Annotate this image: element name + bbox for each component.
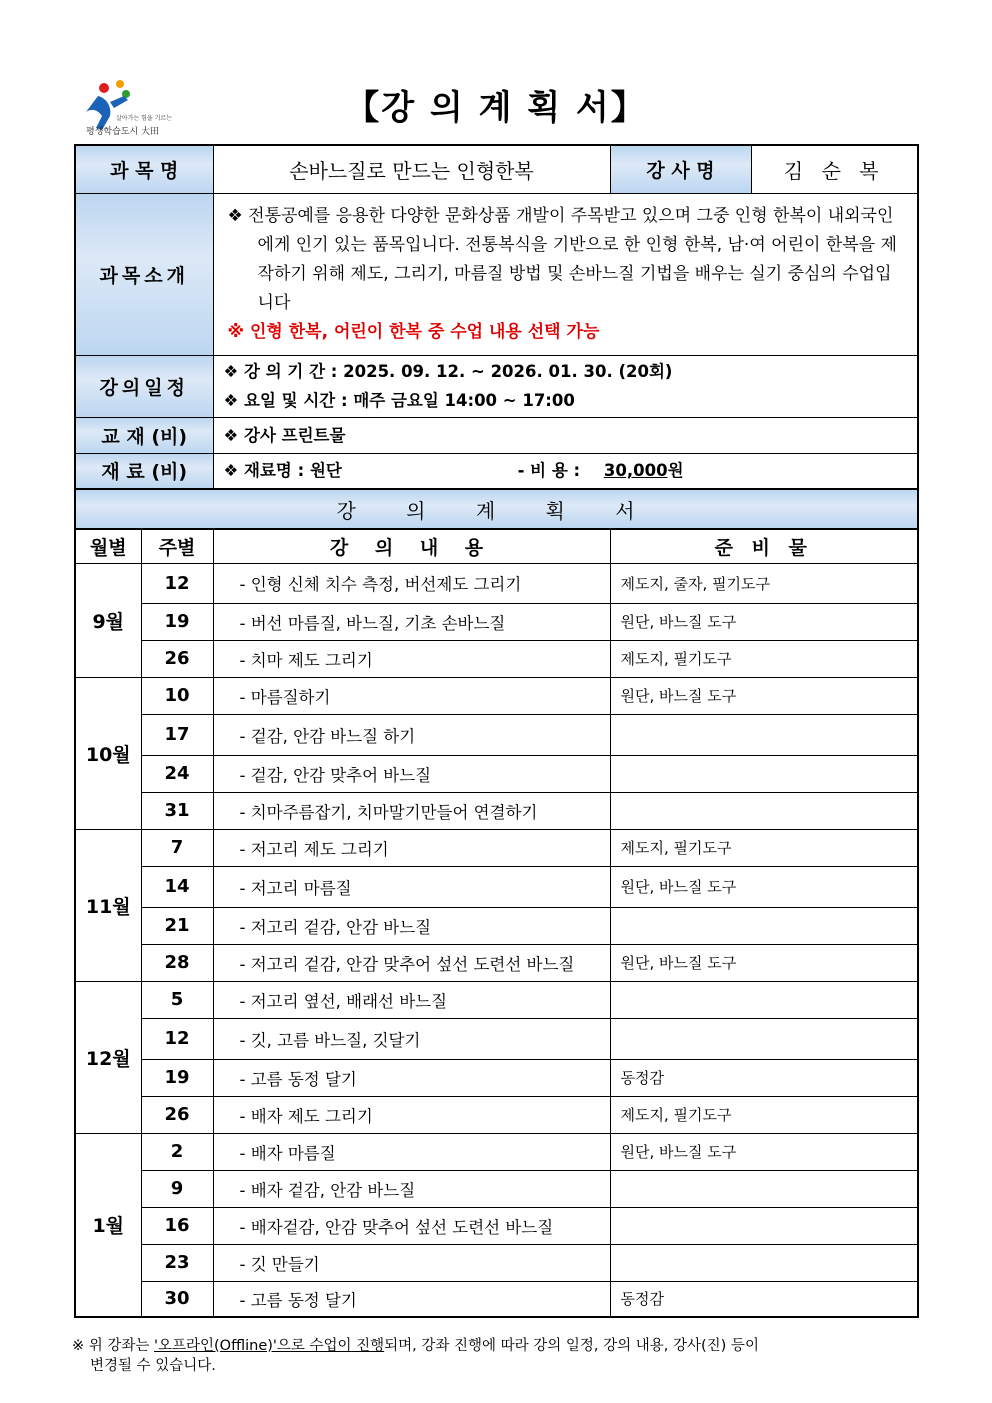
intro-text: ❖ 전통공예를 응용한 다양한 문화상품 개발이 주목받고 있으며 그중 인형 한복이 내외국인에게 인기 있는 품목입니다. 전통복식을 기반으로 한 인형 한복, 남·여 어린이 한복을 제작하기 위해 제도, 그리기, 마름질 방법 및 손바느질 기법을 배우는 실기 중심의 수업입니다 — [227, 205, 897, 313]
week-cell: 10 — [141, 677, 213, 714]
week-cell: 14 — [141, 866, 213, 907]
preparation-cell: 원단, 바느질 도구 — [610, 866, 918, 907]
schedule-row — [75, 907, 918, 944]
preparation-cell — [610, 907, 918, 944]
lecture-content-cell: - 겉감, 안감 맞추어 바느질 — [213, 755, 610, 792]
lecture-content-cell: - 고름 동정 달기 — [213, 1059, 610, 1096]
schedule-row — [75, 563, 918, 603]
week-cell: 31 — [141, 792, 213, 829]
footnote-prefix: ※ 위 강좌는 — [72, 1338, 155, 1354]
instructor-name: 김 순 복 — [751, 145, 918, 193]
material-label: 재 료 (비) — [75, 453, 213, 489]
month-cell: 11월 — [75, 829, 141, 981]
schedule-row — [75, 640, 918, 677]
month-cell: 1월 — [75, 1133, 141, 1317]
lecture-content-cell: - 저고리 겉감, 안감 맞추어 섶선 도련선 바느질 — [213, 944, 610, 981]
schedule-info — [213, 355, 918, 417]
page-title: 【강 의 계 획 서】 — [345, 88, 647, 128]
lecture-content-cell: - 저고리 옆선, 배래선 바느질 — [213, 981, 610, 1018]
preparation-cell — [610, 792, 918, 829]
schedule-row — [75, 677, 918, 714]
col-month-header: 월별 — [75, 529, 141, 563]
lecture-content-cell: - 저고리 겉감, 안감 바느질 — [213, 907, 610, 944]
schedule-row — [75, 1244, 918, 1281]
preparation-cell: 제도지, 필기도구 — [610, 1096, 918, 1133]
lecture-content-cell: - 깃 만들기 — [213, 1244, 610, 1281]
lecture-content-cell: - 고름 동정 달기 — [213, 1281, 610, 1317]
week-cell: 9 — [141, 1170, 213, 1207]
week-cell: 26 — [141, 640, 213, 677]
week-cell: 7 — [141, 829, 213, 866]
preparation-cell: 원단, 바느질 도구 — [610, 603, 918, 640]
week-cell: 5 — [141, 981, 213, 1018]
schedule-row — [75, 792, 918, 829]
schedule-row — [75, 714, 918, 755]
preparation-cell: 원단, 바느질 도구 — [610, 944, 918, 981]
footnote — [72, 1336, 922, 1376]
plan-section-title: 강 의 계 획 서 — [75, 489, 918, 529]
material-info — [213, 453, 918, 489]
week-cell: 17 — [141, 714, 213, 755]
schedule-time: ❖ 요일 및 시간 : 매주 금요일 14:00 ~ 17:00 — [223, 391, 575, 410]
week-cell: 16 — [141, 1207, 213, 1244]
schedule-row — [75, 1281, 918, 1317]
subject-name: 손바느질로 만드는 인형한복 — [213, 145, 610, 193]
lecture-content-cell: - 깃, 고름 바느질, 깃달기 — [213, 1018, 610, 1059]
week-cell: 12 — [141, 1018, 213, 1059]
logo-slogan: 살아가는 힘을 기르는 — [116, 115, 172, 122]
preparation-cell: 동정감 — [610, 1059, 918, 1096]
preparation-cell — [610, 755, 918, 792]
col-prep-header: 준 비 물 — [610, 529, 918, 563]
col-content-header: 강 의 내 용 — [213, 529, 610, 563]
week-cell: 24 — [141, 755, 213, 792]
week-cell: 28 — [141, 944, 213, 981]
course-plan-table — [74, 144, 919, 1318]
schedule-row — [75, 1207, 918, 1244]
preparation-cell: 동정감 — [610, 1281, 918, 1317]
month-cell: 9월 — [75, 563, 141, 677]
preparation-cell: 제도지, 필기도구 — [610, 829, 918, 866]
schedule-row — [75, 1096, 918, 1133]
preparation-cell — [610, 1018, 918, 1059]
schedule-row — [75, 829, 918, 866]
textbook-label: 교 재 (비) — [75, 417, 213, 453]
schedule-row — [75, 981, 918, 1018]
lecture-content-cell: - 인형 신체 치수 측정, 버선제도 그리기 — [213, 563, 610, 603]
intro-label: 과목소개 — [75, 193, 213, 355]
col-week-header: 주별 — [141, 529, 213, 563]
schedule-period: ❖ 강 의 기 간 : 2025. 09. 12. ~ 2026. 01. 30. (20회) — [223, 362, 673, 381]
footnote-rest: 되며, 강좌 진행에 따라 강의 일정, 강의 내용, 강사(진) 등이 — [384, 1338, 759, 1354]
footnote-underlined: '오프라인(Offline)'으로 수업이 진행 — [154, 1338, 385, 1354]
lecture-content-cell: - 버선 마름질, 바느질, 기초 손바느질 — [213, 603, 610, 640]
preparation-cell: 원단, 바느질 도구 — [610, 677, 918, 714]
preparation-cell — [610, 1207, 918, 1244]
preparation-cell — [610, 1244, 918, 1281]
cost-unit: 원 — [667, 461, 684, 481]
intro-note: ※ 인형 한복, 어린이 한복 중 수업 내용 선택 가능 — [227, 321, 600, 342]
schedule-row — [75, 1018, 918, 1059]
course-intro — [213, 193, 918, 355]
week-cell: 21 — [141, 907, 213, 944]
preparation-cell — [610, 714, 918, 755]
preparation-cell: 제도지, 줄자, 필기도구 — [610, 563, 918, 603]
instructor-label: 강 사 명 — [610, 145, 751, 193]
month-cell: 10월 — [75, 677, 141, 829]
lecture-content-cell: - 배자 겉감, 안감 바느질 — [213, 1170, 610, 1207]
cost-label: - 비 용 : — [517, 461, 581, 481]
schedule-row — [75, 603, 918, 640]
schedule-label: 강의일정 — [75, 355, 213, 417]
logo-city-name: 평생학습도시 大田 — [86, 127, 160, 137]
lecture-content-cell: - 마름질하기 — [213, 677, 610, 714]
preparation-cell: 제도지, 필기도구 — [610, 640, 918, 677]
week-cell: 2 — [141, 1133, 213, 1170]
lecture-content-cell: - 저고리 제도 그리기 — [213, 829, 610, 866]
week-cell: 23 — [141, 1244, 213, 1281]
schedule-row — [75, 1133, 918, 1170]
week-cell: 12 — [141, 563, 213, 603]
footnote-line2: 변경될 수 있습니다. — [90, 1358, 216, 1374]
schedule-row — [75, 866, 918, 907]
schedule-row — [75, 1170, 918, 1207]
preparation-cell: 원단, 바느질 도구 — [610, 1133, 918, 1170]
lecture-content-cell: - 배자 제도 그리기 — [213, 1096, 610, 1133]
schedule-row — [75, 944, 918, 981]
month-cell: 12월 — [75, 981, 141, 1133]
week-cell: 19 — [141, 603, 213, 640]
week-cell: 30 — [141, 1281, 213, 1317]
lecture-content-cell: - 저고리 마름질 — [213, 866, 610, 907]
lecture-content-cell: - 배자 마름질 — [213, 1133, 610, 1170]
material-name: ❖ 재료명 : 원단 — [223, 461, 342, 481]
lecture-content-cell: - 치마주름잡기, 치마말기만들어 연결하기 — [213, 792, 610, 829]
week-cell: 26 — [141, 1096, 213, 1133]
week-cell: 19 — [141, 1059, 213, 1096]
textbook-info: ❖ 강사 프린트물 — [213, 417, 918, 453]
subject-label: 과 목 명 — [75, 145, 213, 193]
schedule-row — [75, 755, 918, 792]
schedule-row — [75, 1059, 918, 1096]
lecture-content-cell: - 배자겉감, 안감 맞추어 섶선 도련선 바느질 — [213, 1207, 610, 1244]
preparation-cell — [610, 981, 918, 1018]
lecture-content-cell: - 치마 제도 그리기 — [213, 640, 610, 677]
cost-value: 30,000 — [603, 461, 668, 481]
preparation-cell — [610, 1170, 918, 1207]
lecture-content-cell: - 겉감, 안감 바느질 하기 — [213, 714, 610, 755]
